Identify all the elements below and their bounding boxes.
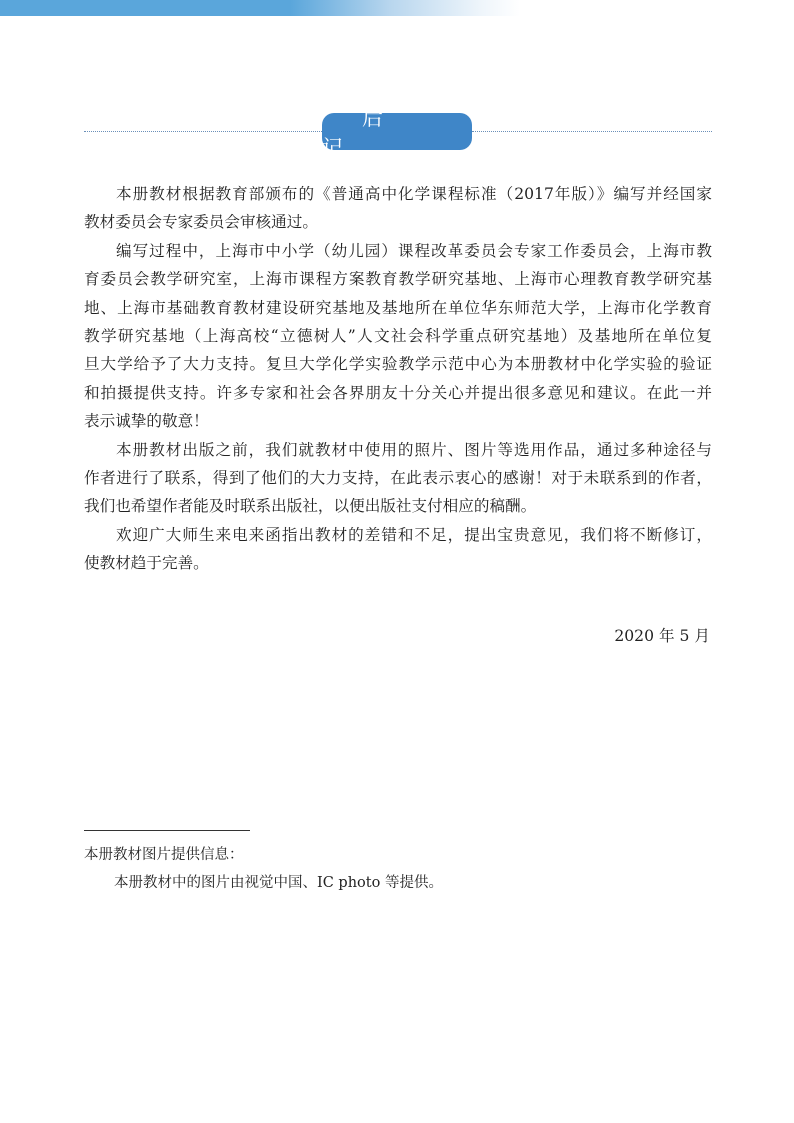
paragraph-line: 教材委员会专家委员会审核通过。 xyxy=(84,213,318,232)
paragraph xyxy=(84,521,712,578)
title-divider-right xyxy=(472,131,712,132)
paragraph-line: 教学研究基地（上海高校“立德树人”人文社会科学重点研究基地）及基地所在单位复 xyxy=(84,326,712,345)
paragraph-line: 旦大学给予了大力支持。复旦大学化学实验教学示范中心为本册教材中化学实验的验证 xyxy=(84,355,712,374)
title-divider-left xyxy=(84,131,322,132)
footnote-rule xyxy=(84,830,250,831)
paragraph-line: 欢迎广大师生来电来函指出教材的差错和不足，提出宝贵意见，我们将不断修订， xyxy=(116,525,712,544)
date: 2020 年 5 月 xyxy=(614,627,710,645)
paragraph-line: 表示诚挚的敬意！ xyxy=(84,412,209,431)
footnote xyxy=(84,841,443,897)
paragraph-line: 本册教材根据教育部颁布的《普通高中化学课程标准（2017年版）》编写并经国家 xyxy=(116,185,712,203)
paragraph-line: 作者进行了联系，得到了他们的大力支持，在此表示衷心的感谢！对于未联系到的作者， xyxy=(84,468,712,487)
paragraph xyxy=(84,436,712,521)
top-decorative-bar xyxy=(0,0,794,16)
paragraph xyxy=(84,180,712,237)
paragraph-line: 我们也希望作者能及时联系出版社，以便出版社支付相应的稿酬。 xyxy=(84,497,537,516)
footnote-text: 本册教材中的图片由视觉中国、IC photo 等提供。 xyxy=(114,875,443,891)
paragraph-line: 编写过程中，上海市中小学（幼儿园）课程改革委员会专家工作委员会，上海市教 xyxy=(116,241,712,260)
paragraph-line: 育委员会教学研究室，上海市课程方案教育教学研究基地、上海市心理教育教学研究基 xyxy=(84,270,712,289)
footnote-title: 本册教材图片提供信息： xyxy=(84,847,244,863)
page-title: 后记 xyxy=(322,113,472,150)
paragraph-line: 本册教材出版之前，我们就教材中使用的照片、图片等选用作品，通过多种途径与 xyxy=(116,440,712,459)
paragraph xyxy=(84,237,712,436)
paragraph-line: 地、上海市基础教育教材建设研究基地及基地所在单位华东师范大学，上海市化学教育 xyxy=(84,298,712,317)
document-body xyxy=(84,180,712,577)
paragraph-line: 使教材趋于完善。 xyxy=(84,554,209,573)
paragraph-line: 和拍摄提供支持。许多专家和社会各界朋友十分关心并提出很多意见和建议。在此一并 xyxy=(84,383,712,402)
